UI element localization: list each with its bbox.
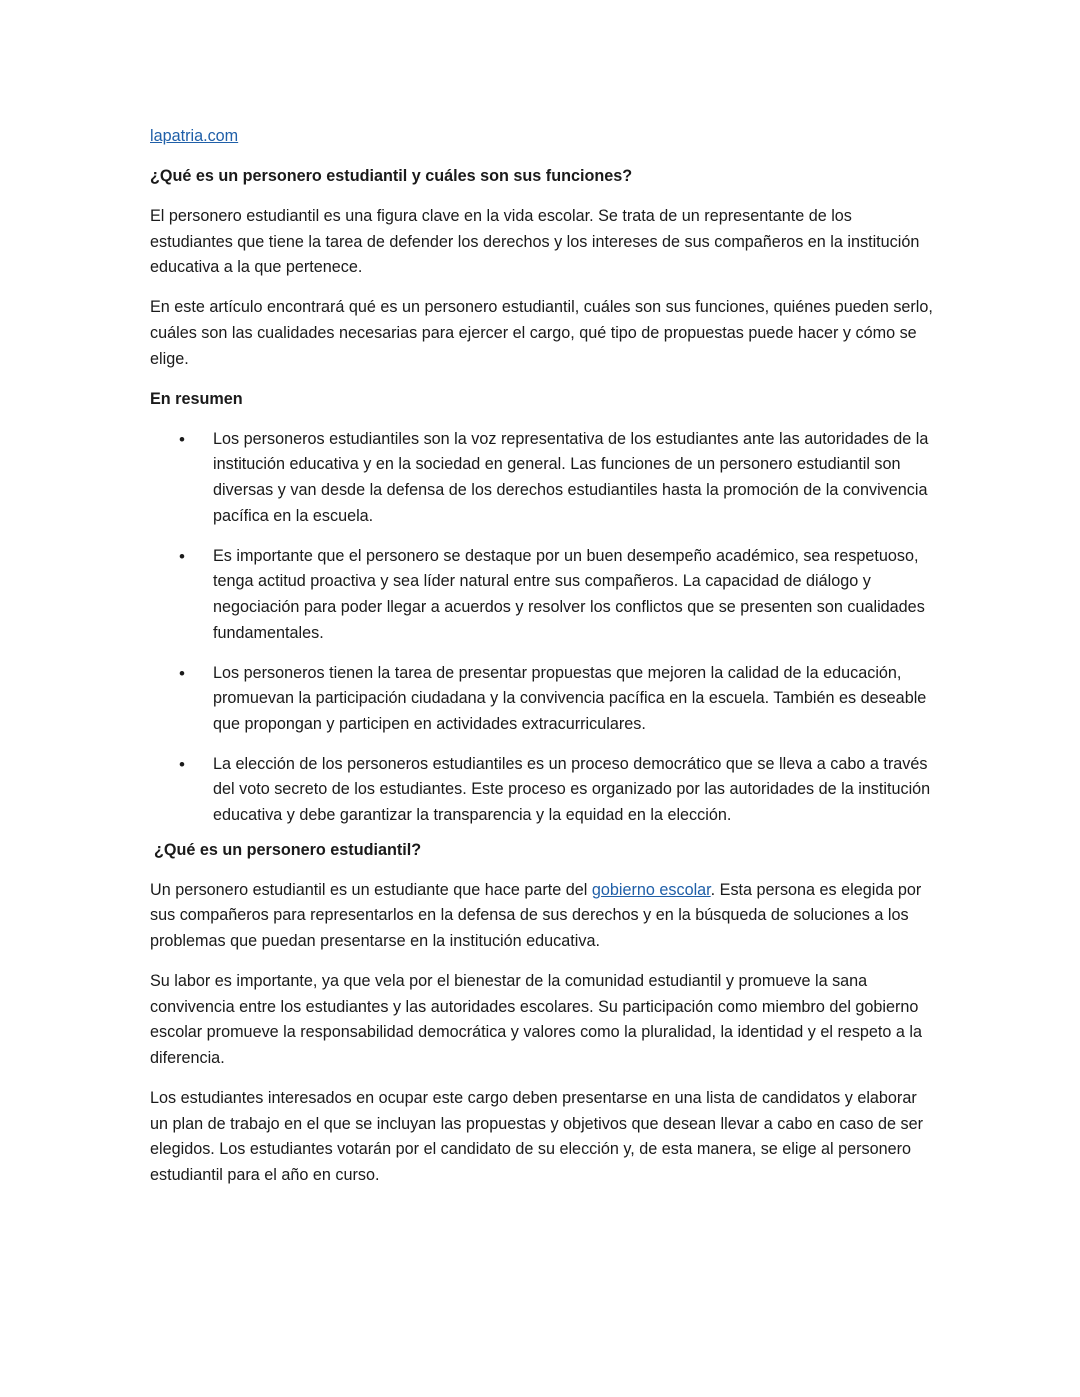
list-item: • La elección de los personeros estudiantiles es un proceso democrático que se lleva a cabo a través del voto secreto de los estudiantes. Este proceso es organizado por las autoridades de la institución educativa y debe garantizar la transparencia y la equidad en la elección. — [213, 752, 935, 829]
intro-paragraph: El personero estudiantil es una figura clave en la vida escolar. Se trata de un representante de los estudiantes que tiene la tarea de defender los derechos y los intereses de sus compañeros en la institución educativa a la que pertenece. — [150, 207, 920, 277]
section-paragraph: Los estudiantes interesados en ocupar este cargo deben presentarse en una lista de candidatos y elaborar un plan de trabajo en el que se incluyan las propuestas y objetivos que desean llevar a cabo en caso de ser elegidos. Los estudiantes votarán por el candidato de su elección y, de esta manera, se elige al personero estudiantil para el año en curso. — [150, 1088, 924, 1184]
document-title: ¿Qué es un personero estudiantil y cuáles son sus funciones? — [150, 167, 633, 186]
summary-heading: En resumen — [150, 389, 243, 408]
source-link[interactable]: lapatria.com — [150, 127, 239, 145]
summary-list — [150, 427, 935, 829]
list-item: • Los personeros tienen la tarea de presentar propuestas que mejoren la calidad de la educación, promuevan la participación ciudadana y la convivencia pacífica en la escuela. También es deseable que propongan y participen en actividades extracurriculares. — [213, 661, 935, 738]
section-heading: ¿Qué es un personero estudiantil? — [154, 840, 422, 859]
text: . Esta persona es elegida por sus compañeros para representarlos en la defensa de sus derechos y en la búsqueda de soluciones a los problemas que puedan presentarse en la institución educativa. — [150, 880, 922, 950]
section-paragraph — [150, 878, 935, 955]
intro-paragraph: En este artículo encontrará qué es un personero estudiantil, cuáles son sus funciones, quiénes pueden serlo, cuáles son las cualidades necesarias para ejercer el cargo, qué tipo de propuestas puede hacer y cómo se elige. — [150, 298, 933, 368]
list-item: • Los personeros estudiantiles son la voz representativa de los estudiantes ante las autoridades de la institución educativa y en la sociedad en general. Las funciones de un personero estudiantil son diversas y van desde la defensa de los derechos estudiantiles hasta la promoción de la convivencia pacífica en la escuela. — [213, 427, 935, 529]
gobierno-escolar-link[interactable]: gobierno escolar — [591, 880, 711, 899]
list-item: • Es importante que el personero se destaque por un buen desempeño académico, sea respetuoso, tenga actitud proactiva y sea líder natural entre sus compañeros. La capacidad de diálogo y negociación para poder llegar a acuerdos y resolver los conflictos que se presenten son cualidades fundamentales. — [213, 544, 935, 646]
document-page — [150, 124, 935, 1203]
section-paragraph: Su labor es importante, ya que vela por el bienestar de la comunidad estudiantil y promueve la sana convivencia entre los estudiantes y las autoridades escolares. Su participación como miembro del gobierno escolar promueve la responsabilidad democrática y valores como la pluralidad, la identidad y el respeto a la diferencia. — [150, 972, 923, 1067]
text: Un personero estudiantil es un estudiante que hace parte del — [150, 880, 592, 899]
